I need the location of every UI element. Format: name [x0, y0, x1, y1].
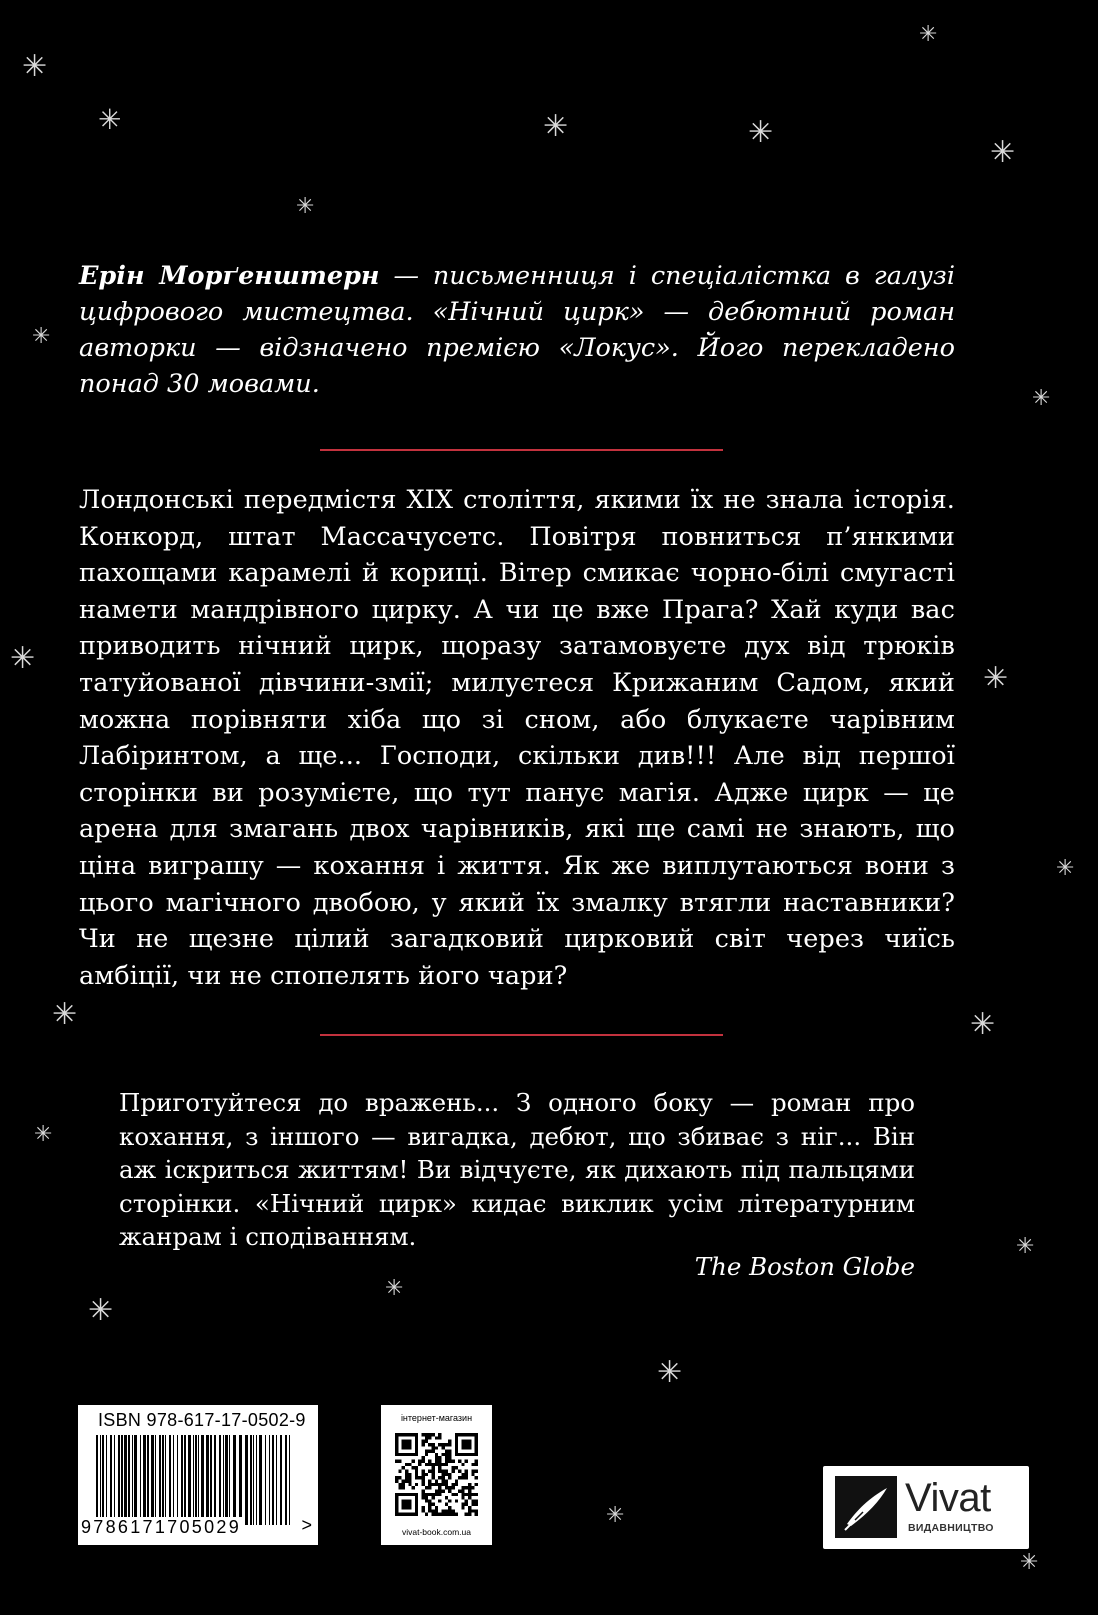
star-icon: ✳	[52, 997, 78, 1032]
star-icon: ✳	[543, 109, 569, 144]
star-icon: ✳	[1056, 856, 1075, 881]
qr-url: vivat-book.com.ua	[402, 1527, 471, 1537]
barcode-bars	[94, 1435, 294, 1525]
star-icon: ✳	[606, 1503, 625, 1528]
isbn-label: ISBN 978-617-17-0502-9	[98, 1410, 306, 1430]
book-description: Лондонські передмістя XIX століття, якими їх не знала історія. Конкорд, штат Массачусетс. Повітря повниться п’янкими пахощами карамелі й кориці. Вітер смикає чорно-білі смугасті намети мандрівного цирку. А чи це вже Прага? Хай куди вас приводить нічний цирк, щоразу затамовуєте дух від трюків татуйованої дівчини-змії; милуєтеся Крижаним Садом, який можна порівняти хіба що зі сном, або блукаєте чарівним Лабіринтом, а ще... Господи, скільки див!!! Але від першої сторінки ви розумієте, що тут панує магія. Адже цирк — це арена для змагань двох чарівників, які ще самі не знають, що ціна виграшу — кохання і життя. Як же виплутаються вони з цього магічного двобою, у який їх змалку втягли наставники? Чи не щезне цілий загадковий цирковий світ через чиїсь амбіції, чи не спопелять його чари?	[79, 485, 955, 991]
star-icon: ✳	[990, 135, 1016, 170]
star-icon: ✳	[22, 49, 48, 84]
barcode-end-mark: >	[301, 1515, 312, 1535]
star-icon: ✳	[1020, 1550, 1039, 1575]
star-icon: ✳	[385, 1276, 404, 1301]
barcode-digits: 9786171705029	[81, 1517, 242, 1537]
quill-logo-icon	[835, 1476, 897, 1538]
star-icon: ✳	[748, 115, 774, 150]
author-name: Ерін Морґенштерн	[79, 261, 380, 291]
star-icon: ✳	[983, 661, 1009, 696]
star-icon: ✳	[10, 641, 36, 676]
star-icon: ✳	[98, 103, 122, 136]
star-icon: ✳	[88, 1293, 114, 1328]
divider-top	[320, 449, 723, 451]
review-quote: Приготуйтеся до вражень... З одного боку — роман про кохання, з іншого — вигадка, дебют, що збиває з ніг... Він аж іскриться життям! Ви відчуєте, як дихають під пальцями сторінки. «Нічний цирк» кидає виклик усім літературним жанрам і сподіванням.	[119, 1088, 915, 1251]
star-icon: ✳	[1032, 386, 1051, 411]
publisher-logo	[823, 1466, 1029, 1549]
qr-code[interactable]	[395, 1433, 478, 1516]
star-icon: ✳	[34, 1122, 53, 1147]
publisher-subtitle: ВИДАВНИЦТВО	[908, 1522, 994, 1534]
star-icon: ✳	[1016, 1234, 1035, 1259]
star-icon: ✳	[32, 324, 51, 349]
star-icon: ✳	[919, 22, 938, 47]
author-bio	[79, 258, 955, 402]
isbn-barcode	[78, 1405, 318, 1545]
star-icon: ✳	[657, 1355, 683, 1390]
star-icon: ✳	[970, 1007, 996, 1042]
author-bio-text: — письменниця і спеціалістка в галузі цифрового мистецтва. «Нічний цирк» — дебютний роман авторки — відзначено премією «Локус». Його перекладено понад 30 мовами.	[79, 261, 955, 399]
star-icon: ✳	[296, 194, 315, 219]
review-source: The Boston Globe	[694, 1252, 915, 1281]
divider-bottom	[320, 1034, 723, 1036]
qr-top-label: інтернет-магазин	[400, 1413, 473, 1423]
qr-code-block[interactable]	[381, 1405, 492, 1545]
publisher-name: Vivat	[905, 1476, 991, 1520]
